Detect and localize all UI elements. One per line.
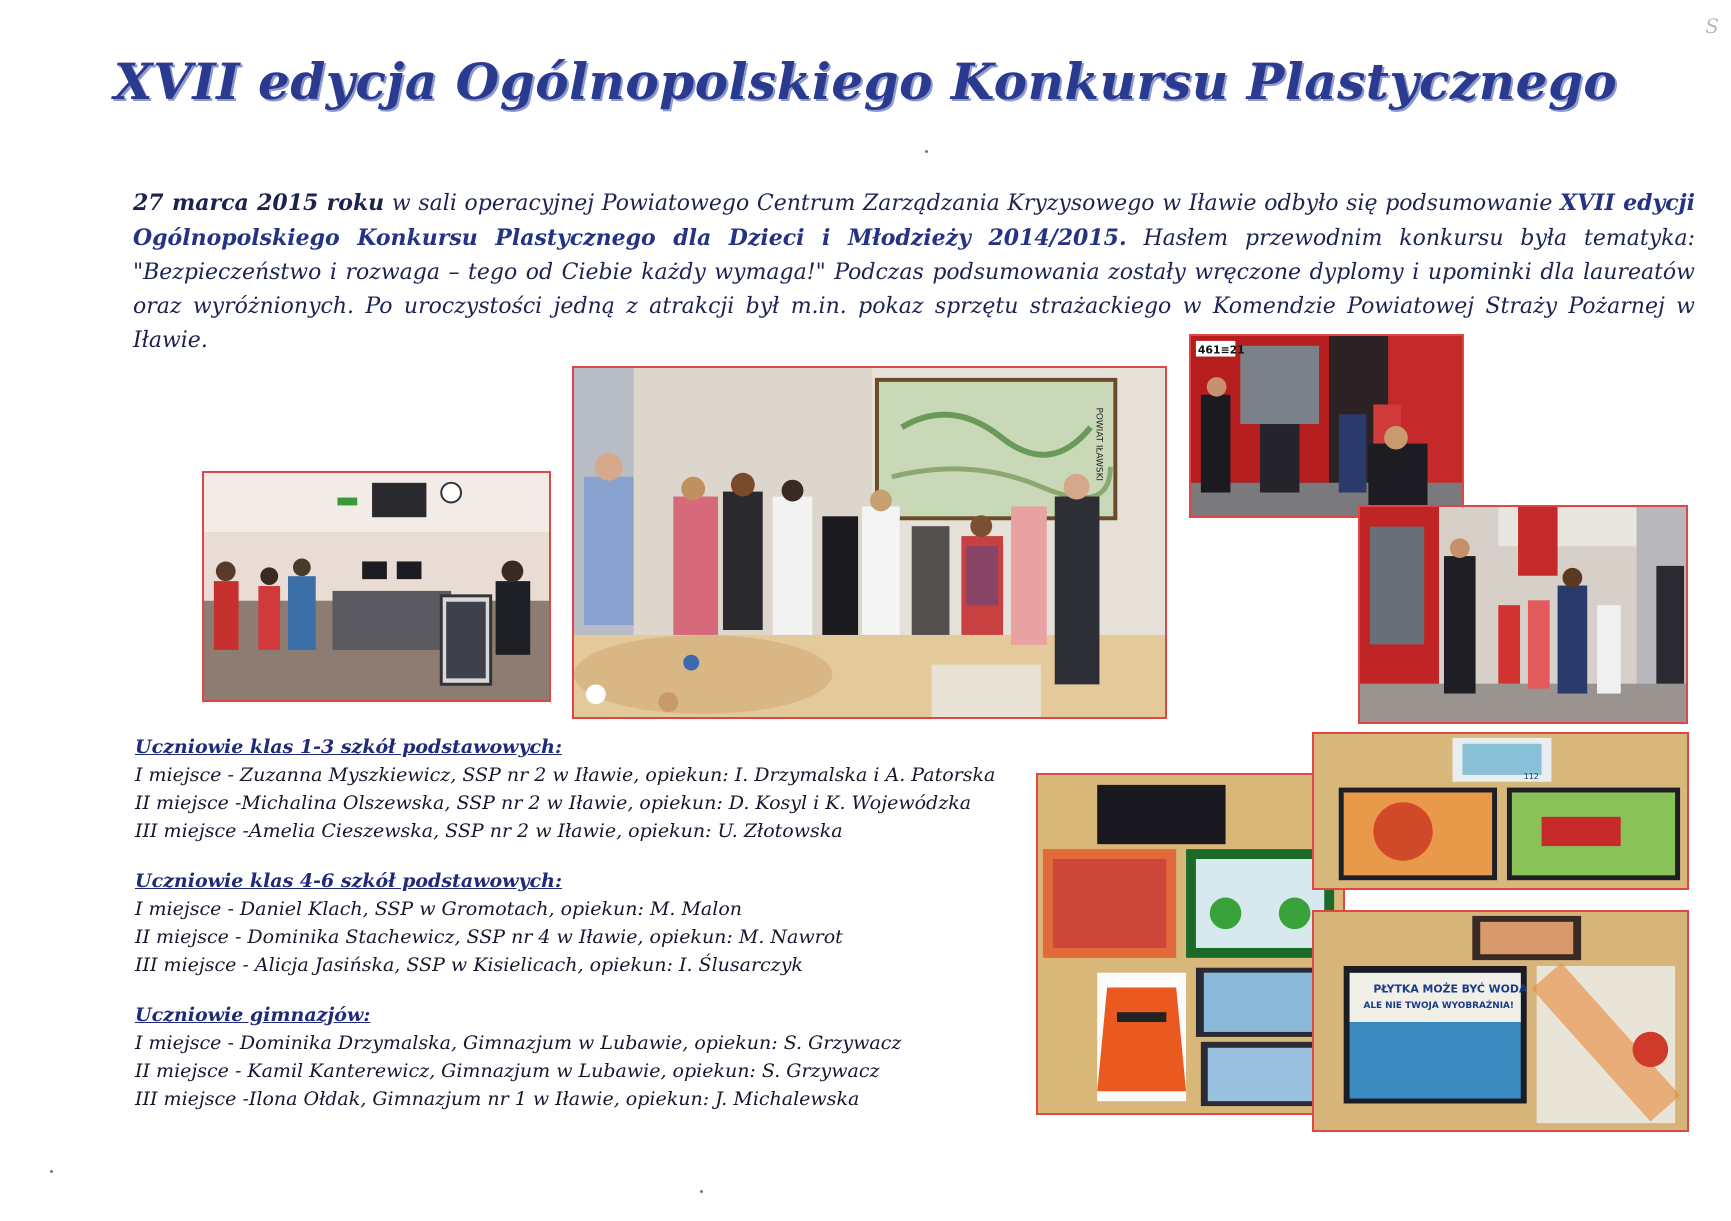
- truck-plate-label: 461≡21: [1197, 343, 1245, 357]
- result-line: I miejsce - Dominika Drzymalska, Gimnazjum w Lubawie, opiekun: S. Grzywacz: [135, 1032, 902, 1054]
- result-line: I miejsce - Daniel Klach, SSP w Gromotach, opiekun: M. Malon: [135, 898, 743, 920]
- result-line: III miejsce -Amelia Cieszewska, SSP nr 2 w Iławie, opiekun: U. Złotowska: [135, 820, 843, 842]
- scan-speck: [925, 150, 928, 153]
- photo-firefighter-demo: [1358, 505, 1688, 724]
- photo-paintings-3: [1312, 910, 1689, 1132]
- result-line: II miejsce - Kamil Kanterewicz, Gimnazjum w Lubawie, opiekun: S. Grzywacz: [135, 1060, 880, 1082]
- result-line: I miejsce - Zuzanna Myszkiewicz, SSP nr 2 w Iławie, opiekun: I. Drzymalska i A. Patorska: [135, 764, 996, 786]
- photo-control-room: [202, 471, 551, 702]
- result-line: II miejsce - Dominika Stachewicz, SSP nr 4 w Iławie, opiekun: M. Nawrot: [135, 926, 843, 948]
- intro-paragraph: [133, 186, 1695, 358]
- intro-date: 27 marca 2015 roku: [133, 190, 385, 216]
- result-line: III miejsce -Ilona Ołdak, Gimnazjum nr 1 w Iławie, opiekun: J. Michalewska: [135, 1088, 860, 1110]
- scan-speck: [50, 1170, 53, 1173]
- result-line: III miejsce - Alicja Jasińska, SSP w Kisielicach, opiekun: I. Ślusarczyk: [135, 954, 803, 976]
- intro-edition: XVII edycji Ogólnopolskiego Konkursu Plastycznego dla Dzieci i Młodzieży 2014/2015.: [133, 190, 1695, 251]
- scan-speck: [700, 1190, 703, 1193]
- results-heading: Uczniowie klas 4-6 szkół podstawowych:: [135, 870, 562, 892]
- results-section: [135, 733, 1035, 1135]
- result-line: II miejsce -Michalina Olszewska, SSP nr 2 w Iławie, opiekun: D. Kosyl i K. Wojewódzka: [135, 792, 972, 814]
- photo-group-map: [572, 366, 1167, 719]
- intro-text-a: w sali operacyjnej Powiatowego Centrum Zarządzania Kryzysowego w Iławie odbyło się podsumowanie: [384, 191, 1561, 216]
- painting-number-label: 112: [1523, 771, 1539, 781]
- photo-paintings-2: [1312, 732, 1689, 890]
- page-title: XVII edycja Ogólnopolskiego Konkursu Plastycznego: [113, 52, 1618, 111]
- intro-text-b: Hasłem przewodnim konkursu była tematyka: "Bezpieczeństwo i rozwaga – tego od Ciebie każdy wymaga!" Podczas podsumowania zostały wręczone dyplomy i upominki dla laureatów oraz wyróżnionych. Po uroczystości jedną z atrakcji był m.in. pokaz sprzętu strażackiego w Komendzie Powiatowej Straży Pożarnej w Iławie.: [133, 226, 1695, 353]
- photo-paintings-1: [1036, 773, 1345, 1115]
- painting-water-label: PŁYTKA MOŻE BYĆ WODA: [1373, 982, 1528, 996]
- results-group-3: [135, 1001, 1035, 1113]
- results-group-1: [135, 733, 1035, 845]
- results-heading: Uczniowie gimnazjów:: [135, 1004, 371, 1026]
- results-heading: Uczniowie klas 1-3 szkół podstawowych:: [135, 736, 562, 758]
- results-group-2: [135, 867, 1035, 979]
- painting-water-label-2: ALE NIE TWOJA WYOBRAŹNIA!: [1363, 1001, 1514, 1012]
- photo-fire-truck: [1189, 334, 1464, 518]
- map-vertical-label: POWIAT IŁAWSKI: [1093, 407, 1104, 482]
- page-corner-mark: S: [1705, 14, 1719, 38]
